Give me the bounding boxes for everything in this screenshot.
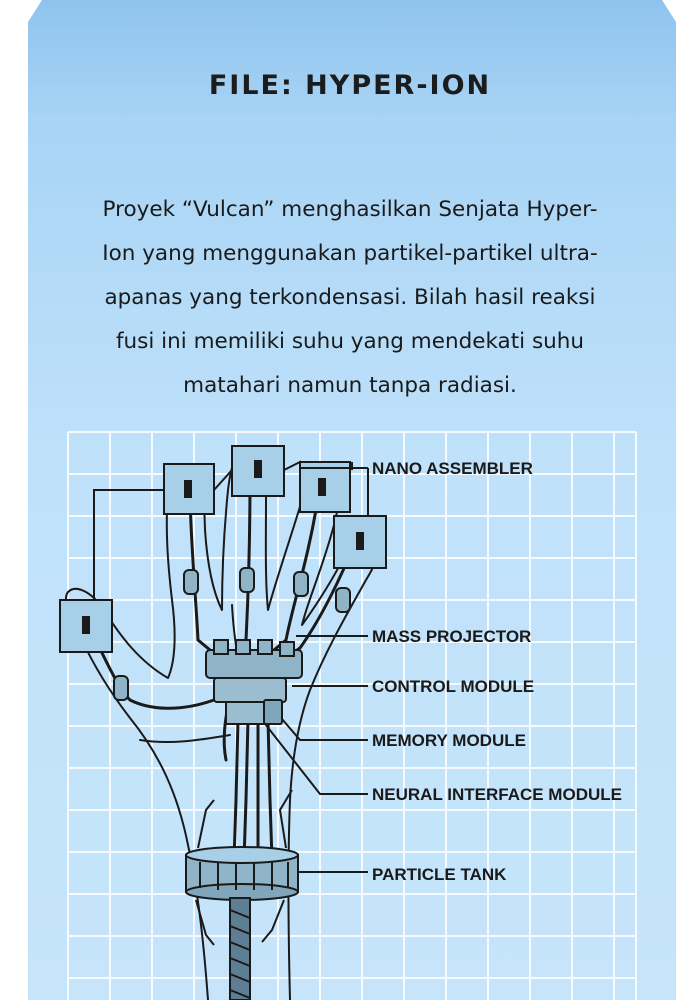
label-memory-module: MEMORY MODULE bbox=[372, 731, 526, 750]
particle-tank bbox=[186, 847, 298, 900]
memory-module bbox=[264, 700, 282, 724]
label-control-module: CONTROL MODULE bbox=[372, 677, 535, 696]
label-particle-tank: PARTICLE TANK bbox=[372, 865, 507, 884]
description-line: fusi ini memiliki suhu yang mendekati suhu bbox=[115, 329, 585, 354]
description-line: matahari namun tanpa radiasi. bbox=[183, 373, 517, 398]
description-line: apanas yang terkondensasi. Bilah hasil reaksi bbox=[104, 285, 596, 310]
label-neural-interface-module: NEURAL INTERFACE MODULE bbox=[372, 785, 622, 804]
cable-arm bbox=[230, 898, 250, 1000]
mass-projector bbox=[206, 640, 302, 678]
page-title: FILE: HYPER-ION bbox=[208, 70, 492, 101]
description-line: Proyek “Vulcan” menghasilkan Senjata Hyper- bbox=[102, 197, 598, 222]
label-nano-assembler: NANO ASSEMBLER bbox=[372, 459, 533, 478]
label-mass-projector: MASS PROJECTOR bbox=[372, 627, 532, 646]
description-line: Ion yang menggunakan partikel-partikel ultra- bbox=[102, 241, 598, 266]
